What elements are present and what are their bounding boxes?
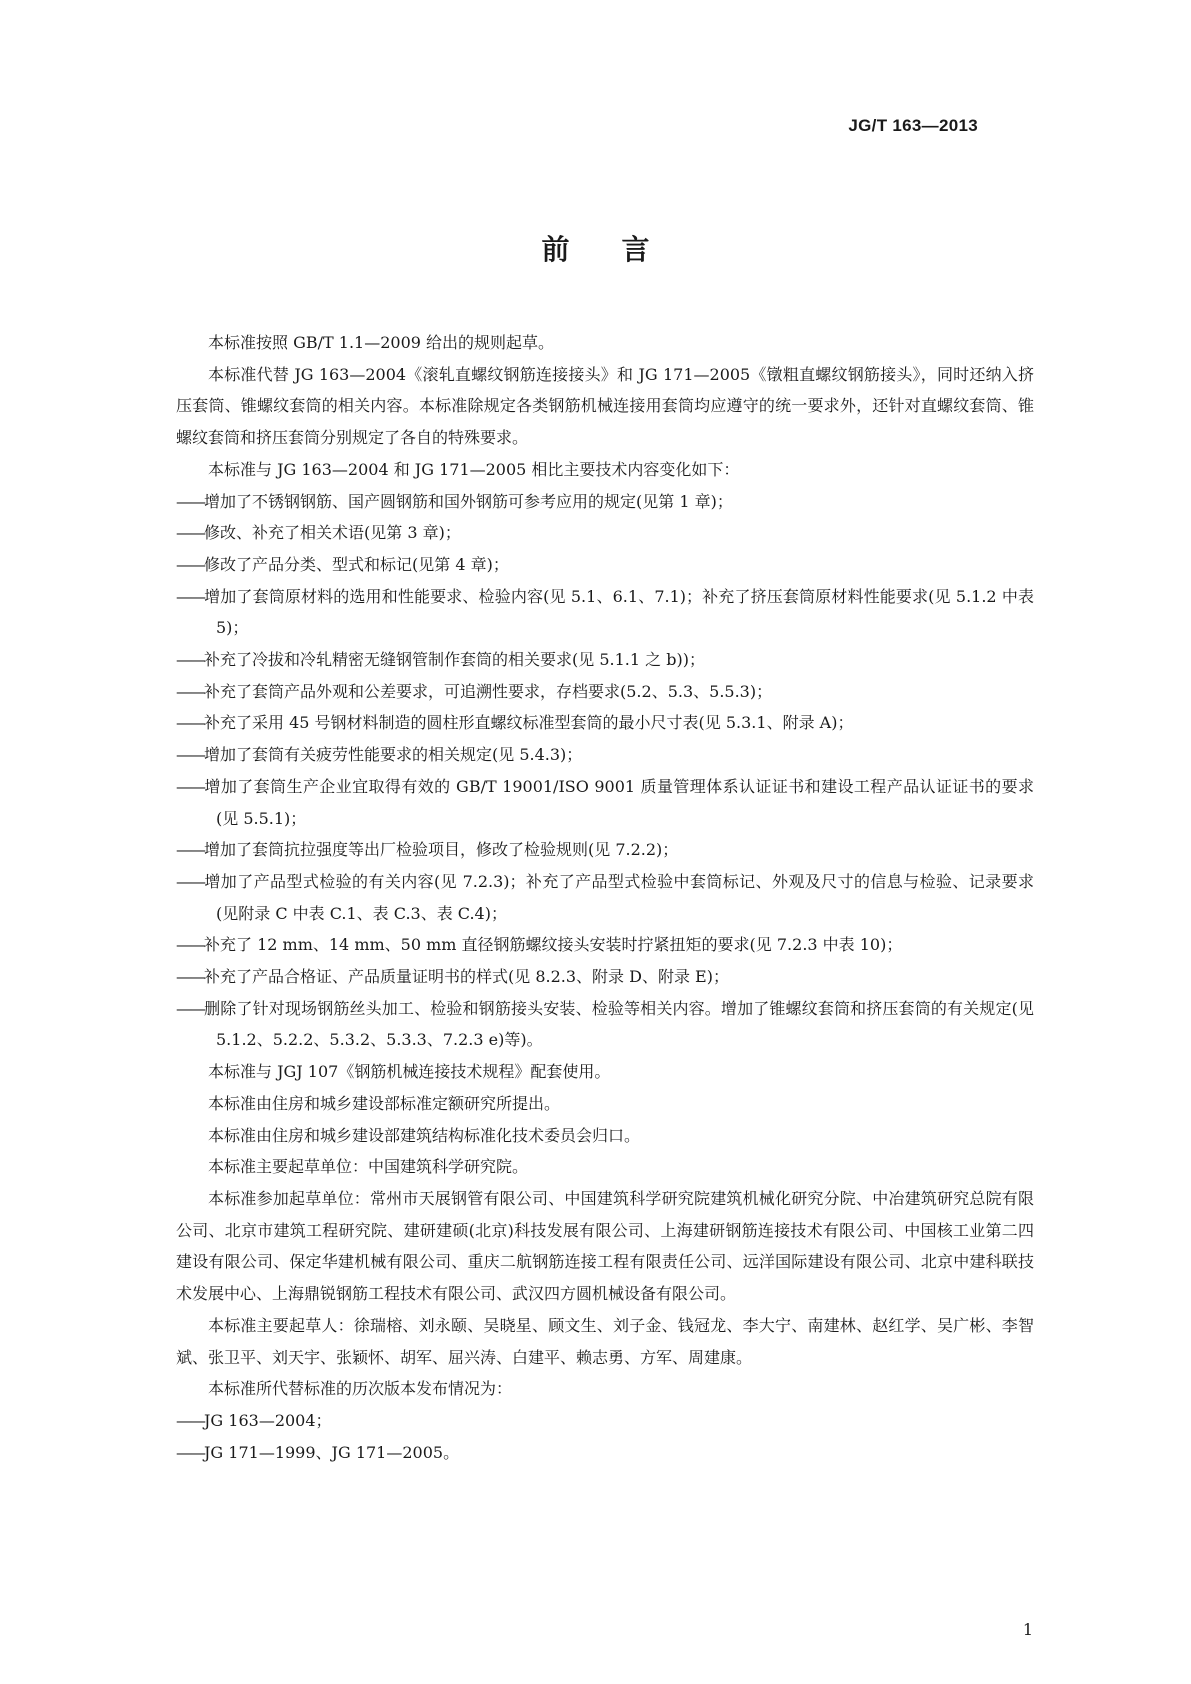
- list-item: ——增加了套筒生产企业宜取得有效的 GB/T 19001/ISO 9001 质量管理体系认证证书和建设工程产品认证证书的要求(见 5.5.1)；: [176, 776, 1034, 828]
- list-item: ——JG 163—2004；: [176, 1410, 332, 1430]
- dash-marker: ——: [176, 998, 204, 1018]
- list-item: ——增加了产品型式检验的有关内容(见 7.2.3)；补充了产品型式检验中套筒标记、外观及尺寸的信息与检验、记录要求(见附录 C 中表 C.1、表 C.3、表 C.4)；: [176, 871, 1034, 923]
- dash-marker: ——: [176, 1442, 204, 1462]
- list-item: ——修改了产品分类、型式和标记(见第 4 章)；: [176, 554, 509, 574]
- document-body: [176, 327, 1034, 1468]
- list-item: ——删除了针对现场钢筋丝头加工、检验和钢筋接头安装、检验等相关内容。增加了锥螺纹套筒和挤压套筒的有关规定(见 5.1.2、5.2.2、5.3.2、5.3.3、7.2.3 e)等)。: [176, 998, 1034, 1050]
- paragraph-drafting-rules: 本标准按照 GB/T 1.1—2009 给出的规则起草。: [208, 333, 555, 352]
- paragraph-history-intro: 本标准所代替标准的历次版本发布情况为：: [208, 1379, 513, 1399]
- dash-marker: ——: [176, 935, 204, 955]
- list-item: ——补充了 12 mm、14 mm、50 mm 直径钢筋螺纹接头安装时拧紧扭矩的要求(见 7.2.3 中表 10)；: [176, 935, 903, 955]
- dash-marker: ——: [176, 840, 204, 860]
- dash-marker: ——: [176, 745, 204, 765]
- dash-marker: ——: [176, 554, 204, 574]
- dash-marker: ——: [176, 491, 204, 511]
- paragraph-changes-intro: 本标准与 JG 163—2004 和 JG 171—2005 相比主要技术内容变化如下：: [208, 459, 740, 479]
- paragraph-proposed-by: 本标准由住房和城乡建设部标准定额研究所提出。: [208, 1093, 561, 1113]
- list-item: ——补充了采用 45 号钢材料制造的圆柱形直螺纹标准型套筒的最小尺寸表(见 5.3.1、附录 A)；: [176, 713, 854, 733]
- dash-marker: ——: [176, 713, 204, 733]
- dash-marker: ——: [176, 586, 204, 606]
- paragraph-companion-standard: 本标准与 JGJ 107《钢筋机械连接技术规程》配套使用。: [208, 1062, 611, 1082]
- dash-marker: ——: [176, 1410, 204, 1430]
- dash-marker: ——: [176, 967, 204, 987]
- dash-marker: ——: [176, 650, 204, 670]
- dash-marker: ——: [176, 681, 204, 701]
- paragraph-participating-units: 本标准参加起草单位：常州市天展钢管有限公司、中国建筑科学研究院建筑机械化研究分院、中冶建筑研究总院有限公司、北京市建筑工程研究院、建研建硕(北京)科技发展有限公司、上海建研钢筋连接技术有限公司、中国核工业第二四建设有限公司、保定华建机械有限公司、重庆二航钢筋连接工程有限责任公司、远洋国际建设有限公司、北京中建科联技术发展中心、上海鼎锐钢筋工程技术有限公司、武汉四方圆机械设备有限公司。: [176, 1188, 1034, 1304]
- list-item: ——补充了产品合格证、产品质量证明书的样式(见 8.2.3、附录 D、附录 E)；: [176, 967, 729, 987]
- paragraph-replacement: 本标准代替 JG 163—2004《滚轧直螺纹钢筋连接接头》和 JG 171—2005《镦粗直螺纹钢筋接头》，同时还纳入挤压套筒、锥螺纹套筒的相关内容。本标准除规定各类钢筋机械连接用套筒均应遵守的统一要求外，还针对直螺纹套筒、锥螺纹套筒和挤压套筒分别规定了各自的特殊要求。: [176, 364, 1034, 448]
- page-title: 前言: [541, 233, 702, 266]
- paragraph-main-drafters: 本标准主要起草人：徐瑞榕、刘永颐、吴晓星、顾文生、刘子金、钱冠龙、李大宁、南建林、赵红学、吴广彬、李智斌、张卫平、刘天宇、张颖怀、胡军、屈兴涛、白建平、赖志勇、方军、周建康。: [176, 1315, 1034, 1367]
- list-item: ——增加了套筒有关疲劳性能要求的相关规定(见 5.4.3)；: [176, 745, 583, 765]
- standard-code: JG/T 163—2013: [848, 116, 978, 135]
- dash-marker: ——: [176, 776, 204, 796]
- list-item: ——修改、补充了相关术语(见第 3 章)；: [176, 523, 461, 543]
- list-item: ——JG 171—1999、JG 171—2005。: [176, 1442, 460, 1462]
- dash-marker: ——: [176, 523, 204, 543]
- list-item: ——补充了冷拔和冷轧精密无缝钢管制作套筒的相关要求(见 5.1.1 之 b))；: [176, 650, 705, 670]
- dash-marker: ——: [176, 871, 204, 891]
- list-item: ——增加了不锈钢钢筋、国产圆钢筋和国外钢筋可参考应用的规定(见第 1 章)；: [176, 491, 733, 511]
- page-number: 1: [1022, 1620, 1033, 1639]
- paragraph-main-drafter-unit: 本标准主要起草单位：中国建筑科学研究院。: [208, 1157, 529, 1177]
- list-item: ——增加了套筒原材料的选用和性能要求、检验内容(见 5.1、6.1、7.1)；补充了挤压套筒原材料性能要求(见 5.1.2 中表 5)；: [176, 586, 1034, 638]
- paragraph-under-jurisdiction: 本标准由住房和城乡建设部建筑结构标准化技术委员会归口。: [208, 1125, 641, 1145]
- list-item: ——增加了套筒抗拉强度等出厂检验项目，修改了检验规则(见 7.2.2)；: [176, 840, 679, 860]
- changes-list: [176, 486, 1034, 1057]
- list-item: ——补充了套筒产品外观和公差要求，可追溯性要求，存档要求(5.2、5.3、5.5.3)；: [176, 681, 773, 701]
- history-list: [176, 1405, 1034, 1468]
